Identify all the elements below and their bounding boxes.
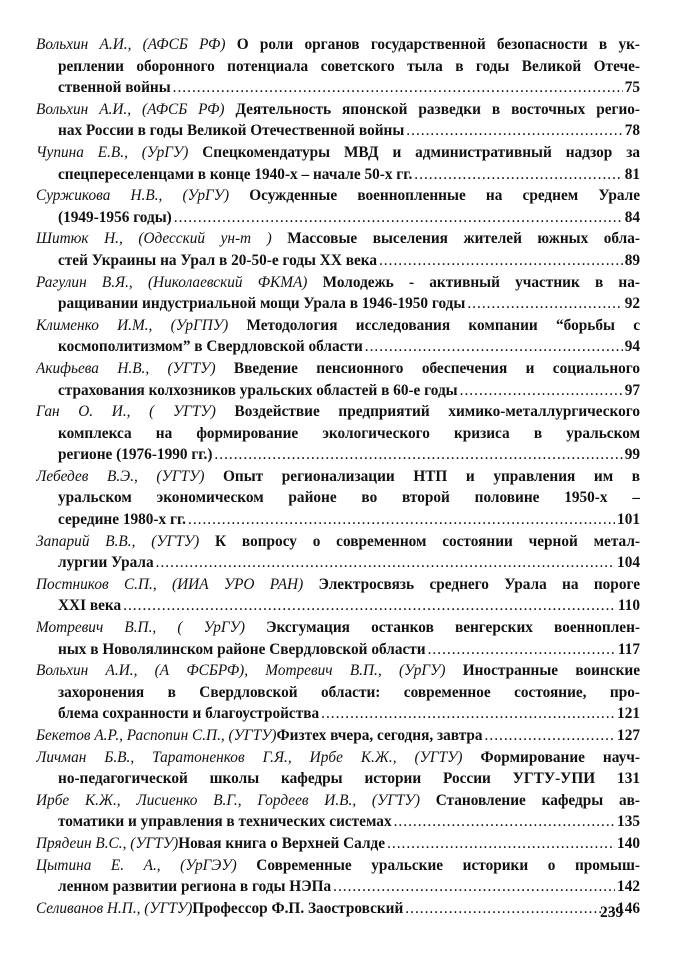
toc-title: космополитизмом” в Свердловской области [58, 338, 363, 356]
toc-title: Формирование науч- [462, 748, 640, 766]
toc-entry-last-line [36, 207, 640, 229]
toc-entry-line [36, 747, 640, 769]
toc-entry[interactable] [36, 142, 640, 185]
toc-title: Опыт регионализации НТП и управления им в [204, 467, 640, 485]
toc-entry-line [36, 487, 640, 509]
toc-title: Массовые выселения жителей южных обла- [271, 230, 640, 248]
toc-entry[interactable] [36, 790, 640, 833]
toc-entry-last-line [36, 444, 640, 466]
toc-entry[interactable] [36, 185, 640, 228]
toc-title: Физтех вчера, сегодня, завтра [276, 727, 483, 744]
toc-title: Новая книга о Верхней Салде [178, 834, 386, 852]
toc-title: томатики и управления в технических системах [58, 813, 392, 831]
toc-title: Спецкомендатуры МВД и административный надзор за [188, 143, 640, 161]
toc-page-number: 142 [617, 878, 640, 896]
toc-author: Постников С.П., (ИИА УРО РАН) [36, 575, 304, 593]
dot-leader [460, 380, 623, 402]
toc-entry-line [36, 185, 640, 207]
toc-author: Суржикова Н.В., (УрГУ) [36, 187, 230, 205]
toc-page-number: 81 [624, 165, 640, 183]
toc-author: Селиванов Н.П., (УГТУ) [36, 899, 193, 917]
toc-entry[interactable] [36, 833, 640, 855]
toc-author: Цытина Е. А., (УрГЭУ) [36, 856, 237, 874]
toc-entry[interactable] [36, 315, 640, 358]
toc-entry-last-line [36, 876, 640, 898]
toc-page-number: 84 [624, 208, 640, 226]
dot-leader [214, 444, 622, 466]
toc-author: Ган О. И., ( УГТУ) [36, 403, 216, 421]
toc-page-number: 78 [624, 122, 640, 140]
toc-entry-last-line [36, 833, 640, 855]
toc-entry[interactable] [36, 531, 640, 574]
toc-page-number: 99 [624, 446, 640, 464]
toc-title: Введение пенсионного обеспечения и социального [215, 359, 640, 377]
toc-entry-line [36, 228, 640, 250]
toc-title: Воздействие предприятий химико-металлургического [215, 403, 640, 421]
toc-page-number: 75 [624, 79, 640, 97]
toc-entry-last-line [36, 898, 640, 920]
toc-entry[interactable] [36, 725, 640, 747]
toc-entry-line [36, 855, 640, 877]
toc-entry-line [36, 56, 640, 78]
dot-leader [394, 811, 615, 833]
toc-entry-line [36, 99, 640, 121]
toc-entry-line [36, 768, 640, 790]
toc-author: Акифьева Н.В., (УГТУ) [36, 359, 216, 377]
toc-entry-line [36, 315, 640, 337]
toc-entry[interactable] [36, 34, 640, 99]
toc-page-number: 104 [617, 554, 640, 572]
toc-page-number: 89 [624, 251, 640, 269]
toc-entry-line [36, 682, 640, 704]
toc-entry[interactable] [36, 747, 640, 790]
toc-author: Шитюк Н., (Одесский ун-т ) [36, 230, 272, 248]
toc-entry[interactable] [36, 401, 640, 466]
dot-leader [485, 725, 616, 747]
toc-entry[interactable] [36, 660, 640, 725]
toc-entry-last-line [36, 164, 640, 186]
toc-page-number: 140 [617, 834, 640, 852]
toc-title: ленном развитии региона в годы НЭПа [58, 878, 332, 896]
toc-entry-last-line [36, 595, 640, 617]
toc-entry[interactable] [36, 99, 640, 142]
toc-title: уральском экономическом районе во второй половине 1950-х – [58, 489, 640, 507]
toc-page-number: 146 [617, 899, 640, 917]
toc-entry-last-line [36, 380, 640, 402]
toc-entry-line [36, 423, 640, 445]
toc-entry[interactable] [36, 898, 640, 920]
toc-author: Ирбе К.Ж., Лисиенко В.Г., Гордеев И.В., (УГТУ) [36, 791, 420, 809]
toc-entry[interactable] [36, 228, 640, 271]
toc-author: Клименко И.М., (УрГПУ) [36, 316, 229, 334]
toc-author: Мотревич В.П., ( УрГУ) [36, 619, 245, 637]
toc-entry[interactable] [36, 855, 640, 898]
toc-entry[interactable] [36, 466, 640, 531]
dot-leader [321, 703, 615, 725]
toc-title: Электросвязь среднего Урала на пороге [303, 575, 640, 593]
table-of-contents [36, 34, 640, 919]
toc-page-number: 92 [624, 295, 640, 313]
toc-entry-last-line [36, 509, 640, 531]
dot-leader [123, 595, 616, 617]
toc-author: Вольхин А.И., (АФСБ РФ) [36, 100, 225, 118]
toc-title: (1949-1956 годы) [58, 208, 172, 226]
toc-title: Становление кафедры ав- [419, 791, 640, 809]
toc-entry-last-line [36, 120, 640, 142]
page-number: 239 [600, 904, 624, 921]
toc-author: Рагулин В.Я., (Николаевский ФКМА) [36, 273, 308, 291]
toc-entry-line [36, 466, 640, 488]
toc-page-number: 127 [617, 727, 640, 744]
toc-entry-last-line [36, 725, 640, 747]
toc-title: регионе (1976-1990 гг.) [58, 446, 213, 464]
toc-author: Личман Б.В., Таратоненков Г.Я., Ирбе К.Ж., (УГТУ) [36, 748, 463, 766]
toc-author: Чупина Е.В., (УрГУ) [36, 143, 189, 161]
toc-entry-line [36, 660, 640, 682]
toc-title: середине 1980-х гг. [58, 511, 186, 529]
dot-leader [333, 876, 615, 898]
dot-leader [428, 639, 616, 661]
toc-entry-line [36, 531, 640, 553]
dot-leader [379, 250, 623, 272]
toc-page-number: 94 [624, 338, 640, 356]
toc-title: XXI века [58, 597, 122, 615]
toc-title: Профессор Ф.П. Заостровский [192, 899, 404, 917]
toc-entry-last-line [36, 552, 640, 574]
toc-title: ственной войны [58, 79, 171, 97]
toc-title: комплекса на формирование экологического кризиса в уральском [58, 424, 640, 442]
dot-leader [156, 552, 615, 574]
toc-title: спецпереселенцами в конце 1940-х – начале 50-х гг. [58, 165, 413, 183]
toc-title: страхования колхозников уральских областей в 60-е годы [58, 381, 458, 399]
dot-leader [173, 77, 623, 99]
dot-leader [414, 164, 622, 186]
toc-entry-last-line [36, 811, 640, 833]
toc-title: Осужденные военнопленные на среднем Урале [229, 187, 640, 205]
toc-author: Лебедев В.Э., (УГТУ) [36, 467, 205, 485]
toc-entry-line [36, 790, 640, 812]
toc-entry-last-line [36, 336, 640, 358]
toc-title: Деятельность японской разведки в восточных регио- [224, 100, 640, 118]
dot-leader [467, 293, 622, 315]
toc-entry[interactable] [36, 617, 640, 660]
toc-author: Бекетов А.Р., Распопин С.П., (УГТУ) [36, 727, 277, 744]
dot-leader [405, 898, 615, 920]
toc-entry-last-line [36, 703, 640, 725]
toc-page-number: 97 [624, 381, 640, 399]
toc-entry-line [36, 574, 640, 596]
toc-entry-line [36, 617, 640, 639]
toc-title: лургии Урала [58, 554, 154, 572]
toc-entry[interactable] [36, 574, 640, 617]
toc-entry-line [36, 358, 640, 380]
toc-entry-line [36, 272, 640, 294]
toc-entry-last-line [36, 639, 640, 661]
toc-title: Методология исследования компании “борьбы с [228, 316, 640, 334]
toc-title: но-педагогической школы кафедры истории России УГТУ-УПИ 131 [58, 770, 640, 788]
toc-entry[interactable] [36, 272, 640, 315]
toc-author: Вольхин А.И., (А ФСБРФ), Мотревич В.П., (УрГУ) [36, 662, 446, 680]
toc-page-number: 110 [617, 597, 640, 615]
dot-leader [365, 336, 623, 358]
toc-entry-line [36, 34, 640, 56]
toc-title: Молодежь - активный участник в на- [307, 273, 640, 291]
toc-title: захоронения в Свердловской области: современное состояние, про- [58, 683, 640, 701]
toc-entry[interactable] [36, 358, 640, 401]
dot-leader [188, 509, 615, 531]
toc-page-number: 121 [617, 705, 640, 723]
toc-title: О роли органов государственной безопасности в ук- [225, 36, 640, 53]
toc-page-number: 135 [617, 813, 640, 831]
toc-entry-last-line [36, 77, 640, 99]
toc-title: К вопросу о современном состоянии черной метал- [199, 532, 640, 550]
toc-title: реплении оборонного потенциала советского тыла в годы Великой Отече- [58, 57, 640, 75]
toc-title: Эксгумация останков венгерских военноплен- [244, 619, 640, 637]
toc-entry-last-line [36, 293, 640, 315]
toc-author: Прядеин В.С., (УГТУ) [36, 834, 179, 852]
dot-leader [406, 120, 622, 142]
toc-title: Современные уральские историки о промыш- [236, 856, 640, 874]
toc-title: блема сохранности и благоустройства [58, 705, 320, 723]
toc-author: Вольхин А.И., (АФСБ РФ) [36, 36, 226, 53]
toc-entry-line [36, 142, 640, 164]
toc-title: нах России в годы Великой Отечественной войны [58, 122, 405, 140]
toc-title: стей Украины на Урал в 20-50-е годы XX века [58, 251, 377, 269]
toc-title: Иностранные воинские [445, 662, 640, 680]
toc-entry-line [36, 401, 640, 423]
toc-page-number: 117 [617, 640, 640, 658]
dot-leader [174, 207, 623, 229]
toc-title: ращивании индустриальной мощи Урала в 1946-1950 годы [58, 295, 466, 313]
toc-entry-last-line [36, 250, 640, 272]
dot-leader [387, 833, 615, 855]
toc-author: Запарий В.В., (УГТУ) [36, 532, 200, 550]
toc-page-number: 101 [617, 511, 640, 529]
toc-title: ных в Новолялинском районе Свердловской области [58, 640, 426, 658]
